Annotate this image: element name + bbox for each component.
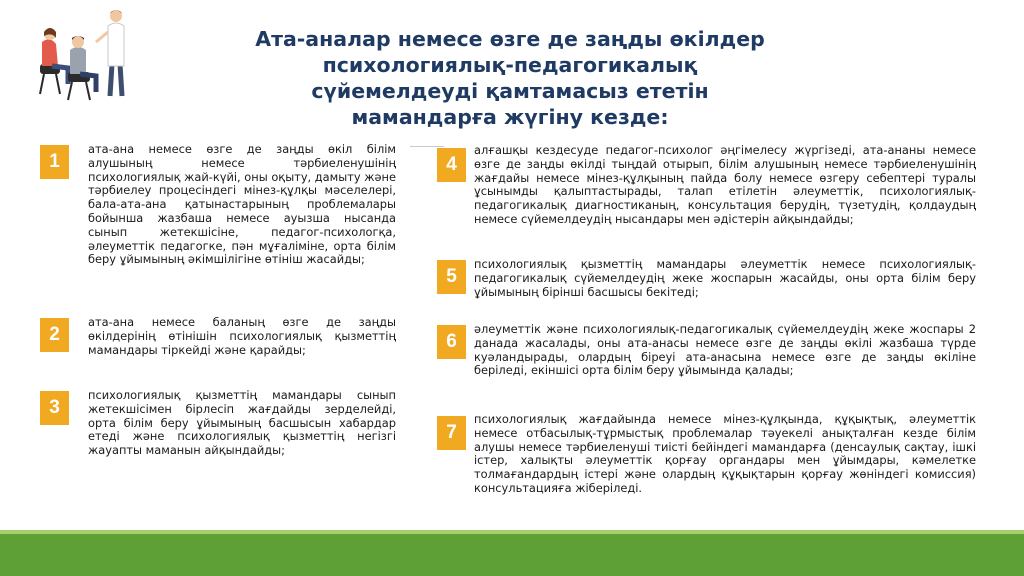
title-line: мамандарға жүгіну кезде: <box>351 105 669 129</box>
step-text-5: психологиялық қызметтің мамандары әлеуметтік немесе психологиялық-педагогикалық сүйемелдеудің жеке жоспарын жасайды, оны орта білім беру ұйымының бірінші басшысы бекітеді; <box>474 257 976 299</box>
step-badge-1: 1 <box>40 145 69 179</box>
step-text-7: психологиялық жағдайында немесе мінез-құлқында, құқықтық, әлеуметтік немесе отбасылық-тұрмыстық проблемалар тәуекелі анықталған кезде білім алушы немесе тәрбиеленуші тиісті бейіндегі мамандарға (денсаулық сақтау, ішкі істер, халықты әлеуметтік қорғау органдары мен ұйымдары, кәмелетке толмағандардың істері және олардың құқықтарын қорғау жөніндегі комиссия) консультацияға жіберіледі. <box>474 412 976 495</box>
step-text-1: ата-ана немесе өзге де заңды өкіл білім алушының немесе тәрбиеленушінің психологиялық жай-күйі, оны оқыту, дамыту және тәрбиелеу процесіндегі мінез-құлқы мәселелері, бала-ата-ана қатынастарының проблемалары бойынша жазбаша немесе ауызша нысанда сынып жетекшісіне, педагог-психологқа, әлеуметтік педагогке, пән мұғаліміне, орта білім беру ұйымының әкімшілігіне өтініш жасайды; <box>88 142 396 267</box>
title-line: сүйемелдеуді қамтамасыз ететін <box>311 79 709 103</box>
seated-man-figure <box>68 36 96 100</box>
step-badge-7: 7 <box>437 416 466 450</box>
page-title <box>240 26 780 130</box>
step-badge-4: 4 <box>437 148 466 182</box>
step-badge-6: 6 <box>437 325 466 359</box>
seated-woman-figure <box>40 28 68 94</box>
step-text-2: ата-ана немесе баланың өзге де заңды өкілдерінің өтінішін психологиялық қызметтің мамандары тіркейді және қарайды; <box>88 315 396 357</box>
step-badge-5: 5 <box>437 260 466 294</box>
title-line: Ата-аналар немесе өзге де заңды өкілдер <box>255 27 765 51</box>
step-text-6: әлеуметтік және психологиялық-педагогикалық сүйемелдеудің жеке жоспары 2 данада жасалады, оны ата-анасы немесе өзге де заңды өкілі жазбаша түрде куәландырады, олардың біреуі ата-анасына немесе өзге де заңды өкіліне беріледі, екіншісі орта білім беру ұйымында қалады; <box>474 322 976 378</box>
title-line: психологиялық-педагогикалық <box>322 53 698 77</box>
footer-bar <box>0 534 1024 576</box>
people-consultation-illustration <box>22 2 142 102</box>
standing-counselor-figure <box>96 10 124 96</box>
step-text-4: алғашқы кездесуде педагог-психолог әңгімелесу жүргізеді, ата-ананы немесе өзге де заңды өкілді тыңдай отырып, білім алушының немесе тәрбиеленушінің жағдайы немесе мінез-құлқының пайда болу немесе өзгеру себептері туралы ұсынымды қалыптастырады, талап етілетін әлеуметтік, психологиялық-педагогикалық диагностиканың, консультация берудің, түзетудің, қолдаудың немесе сүйемелдеудің нысандары мен әдістерін айқындайды; <box>474 143 976 226</box>
divider-line <box>410 146 444 147</box>
step-badge-2: 2 <box>40 318 69 352</box>
step-badge-3: 3 <box>40 391 69 425</box>
step-text-3: психологиялық қызметтің мамандары сынып жетекшісімен бірлесіп жағдайды зерделейді, орта білім беру ұйымының басшысын хабардар етеді және психологиялық қызметтің негізгі жауапты маманын айқындайды; <box>88 388 396 458</box>
